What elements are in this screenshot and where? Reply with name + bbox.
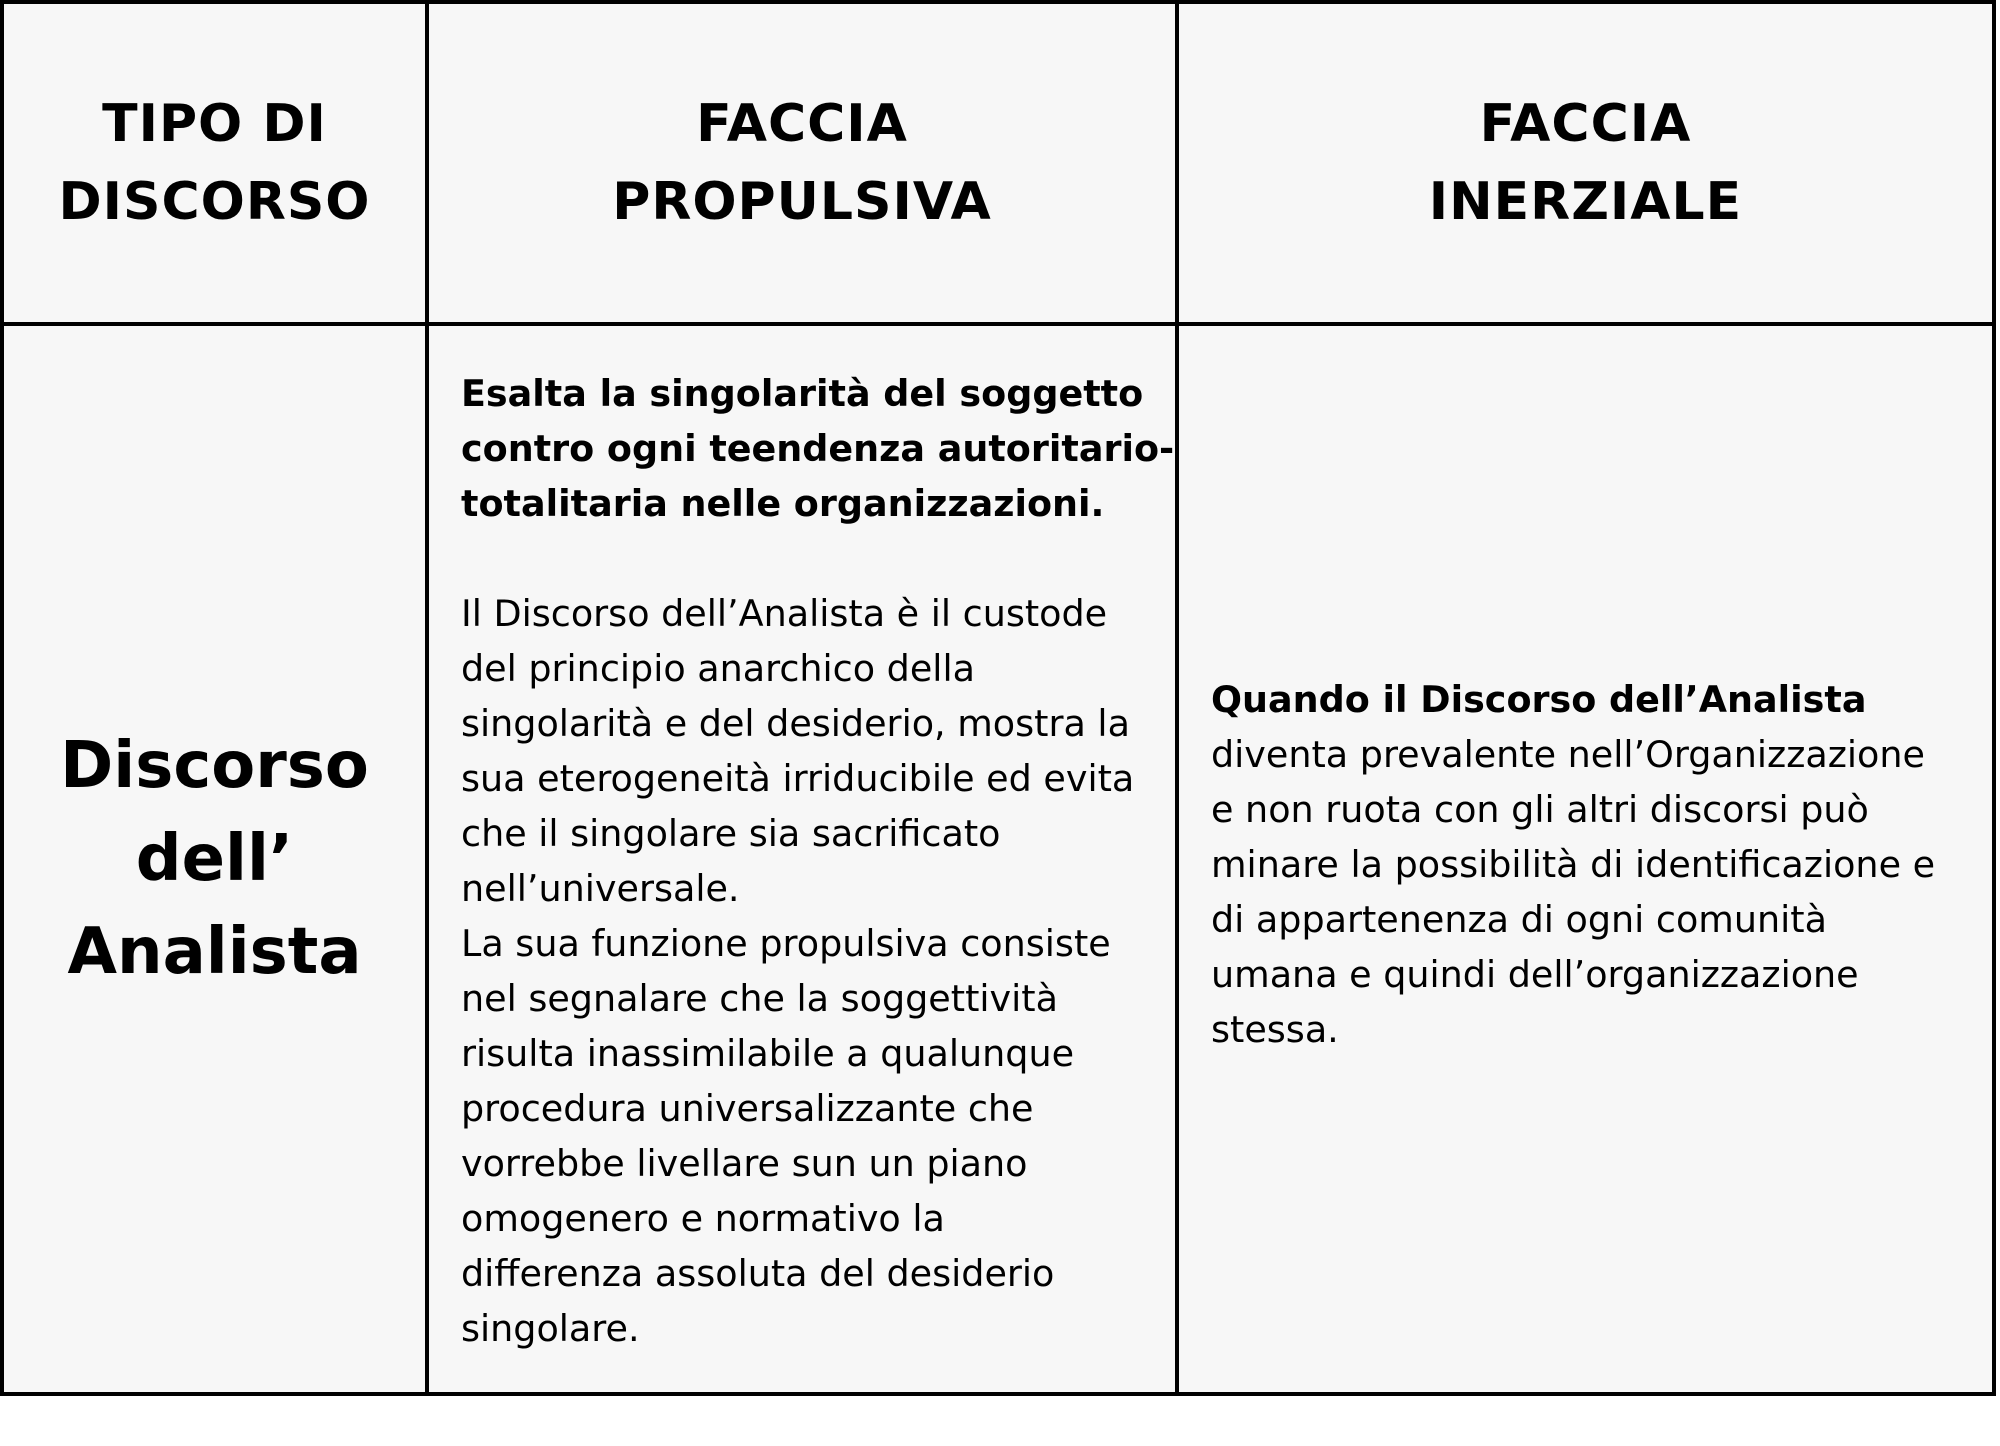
header-line: DISCORSO	[58, 172, 371, 232]
text-line: singolare.	[461, 1307, 640, 1350]
text-line: nell’universale.	[461, 867, 740, 910]
header-line: FACCIA	[1479, 94, 1692, 154]
header-faccia-inerziale	[1179, 4, 1992, 326]
text-line: risulta inassimilabile a qualunque	[461, 1032, 1075, 1075]
text-line: minare la possibilità di identificazione e	[1211, 842, 1936, 886]
text-line: contro ogni teendenza autoritario-	[461, 427, 1175, 470]
discourse-type-line: Discorso	[60, 728, 369, 803]
header-line: PROPULSIVA	[612, 172, 992, 232]
text-line: La sua funzione propulsiva consiste	[461, 922, 1111, 965]
discourse-type-cell	[4, 326, 429, 1392]
text-line: Il Discorso dell’Analista è il custode	[461, 592, 1108, 635]
propulsive-description	[461, 586, 1175, 1356]
text-line: singolarità e del desiderio, mostra la	[461, 702, 1130, 745]
text-line: omogenero e normativo la	[461, 1197, 945, 1240]
discourse-type-line: dell’	[135, 821, 294, 896]
text-line: umana e quindi dell’organizzazione	[1211, 952, 1859, 996]
header-line: INERZIALE	[1428, 172, 1743, 232]
text-line: e non ruota con gli altri discorsi può	[1211, 787, 1869, 831]
text-line: procedura universalizzante che	[461, 1087, 1034, 1130]
text-line: totalitaria nelle organizzazioni.	[461, 482, 1105, 525]
text-line: del principio anarchico della	[461, 647, 975, 690]
inertial-summary: Quando il Discorso dell’Analista	[1211, 677, 1867, 721]
paragraph-gap	[461, 531, 1175, 586]
text-line: differenza assoluta del desiderio	[461, 1252, 1055, 1295]
text-line: di appartenenza di ogni comunità	[1211, 897, 1827, 941]
text-line: che il singolare sia sacrificato	[461, 812, 1001, 855]
text-line: nel segnalare che la soggettività	[461, 977, 1058, 1020]
text-line: sua eterogeneità irriducibile ed evita	[461, 757, 1135, 800]
inertial-face-cell	[1179, 326, 1992, 1392]
text-line: Esalta la singolarità del soggetto	[461, 372, 1144, 415]
discourse-type-line: Analista	[67, 914, 362, 989]
header-line: TIPO DI	[102, 94, 327, 154]
header-line: FACCIA	[696, 94, 908, 154]
text-line: vorrebbe livellare sun un piano	[461, 1142, 1028, 1185]
propulsive-summary	[461, 366, 1175, 531]
text-line: stessa.	[1211, 1007, 1339, 1051]
header-faccia-propulsiva	[429, 4, 1179, 326]
text-line: diventa prevalente nell’Organizzazione	[1211, 732, 1925, 776]
header-tipo-di-discorso	[4, 4, 429, 326]
propulsive-face-cell	[429, 326, 1179, 1392]
